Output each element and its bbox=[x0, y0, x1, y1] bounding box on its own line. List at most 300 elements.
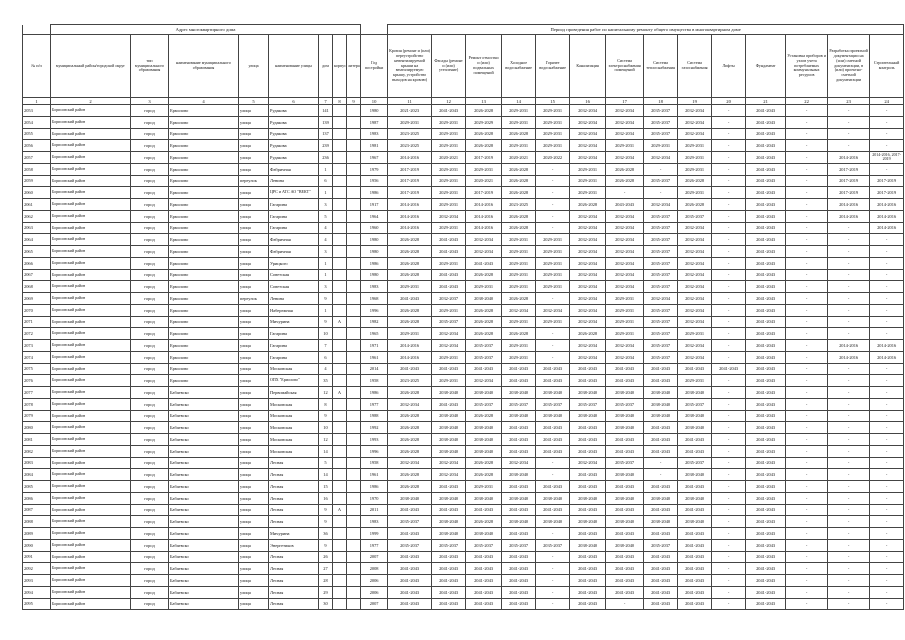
table-cell: 2041-2043 bbox=[746, 398, 786, 410]
table-cell: 7 bbox=[319, 340, 333, 352]
table-cell: - bbox=[786, 563, 828, 575]
table-cell: Ермолово bbox=[169, 105, 239, 117]
table-cell: Борисовский район bbox=[51, 528, 131, 540]
column-header-row bbox=[23, 35, 904, 98]
table-cell: 2032-2034 bbox=[678, 234, 712, 246]
table-cell: 2035-2037 bbox=[466, 340, 502, 352]
table-cell: город bbox=[131, 163, 169, 175]
table-cell: 2026-2028 bbox=[502, 293, 536, 305]
table-cell: 2035-2037 bbox=[644, 105, 678, 117]
table-row bbox=[23, 398, 904, 410]
table-cell: Борисовский район bbox=[51, 187, 131, 199]
table-cell: 28 bbox=[319, 575, 333, 587]
table-cell: 2061 bbox=[23, 199, 51, 211]
table-cell: 1996 bbox=[361, 445, 388, 457]
table-cell: 137 bbox=[319, 128, 333, 140]
table-cell: 2026-2028 bbox=[678, 175, 712, 187]
table-cell: - bbox=[870, 563, 904, 575]
table-cell bbox=[347, 563, 361, 575]
table-cell: 2092 bbox=[23, 563, 51, 575]
table-cell: город bbox=[131, 304, 169, 316]
table-cell bbox=[333, 246, 347, 258]
table-cell: - bbox=[870, 575, 904, 587]
table-cell: Гагарина bbox=[269, 222, 319, 234]
table-cell: 1970 bbox=[361, 492, 388, 504]
table-cell: улица bbox=[239, 340, 269, 352]
table-cell: 2029-2031 bbox=[536, 257, 570, 269]
table-cell: 2041-2043 bbox=[432, 398, 466, 410]
table-cell: - bbox=[712, 434, 746, 446]
table-cell: улица bbox=[239, 504, 269, 516]
table-cell: - bbox=[536, 351, 570, 363]
table-cell: Рудакова bbox=[269, 116, 319, 128]
table-cell: Рудакова bbox=[269, 152, 319, 164]
table-cell: - bbox=[786, 410, 828, 422]
table-cell: 2029-2031 bbox=[502, 234, 536, 246]
table-cell: 2076 bbox=[23, 375, 51, 387]
table-cell: 2041-2043 bbox=[746, 128, 786, 140]
table-cell: 2026-2028 bbox=[388, 410, 432, 422]
column-number: 9 bbox=[347, 98, 361, 105]
table-cell: 2041-2043 bbox=[432, 234, 466, 246]
table-cell: 2095 bbox=[23, 598, 51, 610]
table-cell: 2032-2034 bbox=[606, 152, 644, 164]
table-cell: - bbox=[536, 175, 570, 187]
table-cell: переулок bbox=[239, 175, 269, 187]
table-cell bbox=[347, 422, 361, 434]
column-number: 21 bbox=[746, 98, 786, 105]
table-cell bbox=[333, 481, 347, 493]
table-row bbox=[23, 445, 904, 457]
table-cell: - bbox=[828, 528, 870, 540]
table-cell: 2038-2040 bbox=[466, 293, 502, 305]
table-cell: 2041-2043 bbox=[606, 434, 644, 446]
table-cell: 2032-2034 bbox=[678, 222, 712, 234]
table-cell: 2041-2043 bbox=[746, 105, 786, 117]
table-cell: 2041-2043 bbox=[432, 246, 466, 258]
table-cell: 2035-2037 bbox=[388, 539, 432, 551]
table-cell: 2035-2037 bbox=[432, 316, 466, 328]
table-cell: - bbox=[828, 304, 870, 316]
table-cell bbox=[333, 269, 347, 281]
table-cell: - bbox=[644, 187, 678, 199]
table-cell bbox=[347, 410, 361, 422]
table-cell: - bbox=[828, 445, 870, 457]
table-cell: - bbox=[712, 575, 746, 587]
table-cell: 2058 bbox=[23, 163, 51, 175]
table-cell: - bbox=[712, 398, 746, 410]
table-cell: 239 bbox=[319, 140, 333, 152]
table-cell: улица bbox=[239, 234, 269, 246]
table-cell: - bbox=[712, 163, 746, 175]
table-cell: 2035-2037 bbox=[644, 269, 678, 281]
table-cell: улица bbox=[239, 210, 269, 222]
table-cell: 2041-2043 bbox=[502, 481, 536, 493]
table-cell: 2032-2034 bbox=[570, 257, 606, 269]
table-cell: Ермолово bbox=[169, 222, 239, 234]
table-cell: Ермолово bbox=[169, 269, 239, 281]
table-cell: город bbox=[131, 246, 169, 258]
table-cell: - bbox=[870, 105, 904, 117]
table-cell bbox=[333, 234, 347, 246]
table-cell: 2070 bbox=[23, 304, 51, 316]
table-cell: 2041-2043 bbox=[502, 422, 536, 434]
table-cell: 2041-2043 bbox=[644, 504, 678, 516]
table-cell: - bbox=[536, 551, 570, 563]
table-cell bbox=[347, 598, 361, 610]
table-cell: Борисовский район bbox=[51, 551, 131, 563]
table-cell: 2029-2031 bbox=[536, 105, 570, 117]
table-cell: Первомайская bbox=[269, 387, 319, 399]
table-cell: Борисовский район bbox=[51, 504, 131, 516]
table-cell: 1917 bbox=[361, 199, 388, 211]
table-cell: 2038-2040 bbox=[502, 410, 536, 422]
table-cell bbox=[347, 246, 361, 258]
table-cell bbox=[333, 469, 347, 481]
table-cell: 2032-2034 bbox=[606, 210, 644, 222]
table-cell: 2038-2040 bbox=[432, 516, 466, 528]
table-cell: - bbox=[536, 586, 570, 598]
table-cell: Лесная bbox=[269, 481, 319, 493]
table-cell: Бабаевско bbox=[169, 528, 239, 540]
table-cell bbox=[347, 116, 361, 128]
table-cell: 2029-2031 bbox=[502, 246, 536, 258]
table-cell: Энергетиков bbox=[269, 539, 319, 551]
table-cell: 2035-2037 bbox=[466, 539, 502, 551]
table-cell bbox=[333, 422, 347, 434]
column-number: 10 bbox=[361, 98, 388, 105]
table-cell: 2038-2040 bbox=[388, 492, 432, 504]
table-cell: 2041-2043 bbox=[746, 140, 786, 152]
table-cell: Борисовский район bbox=[51, 387, 131, 399]
table-cell: Московская bbox=[269, 410, 319, 422]
table-cell: улица bbox=[239, 363, 269, 375]
table-cell: 2038-2040 bbox=[570, 387, 606, 399]
table-cell: улица bbox=[239, 257, 269, 269]
table-cell: Борисовский район bbox=[51, 105, 131, 117]
table-cell bbox=[347, 492, 361, 504]
table-cell: 2041-2043 bbox=[606, 375, 644, 387]
table-cell: - bbox=[786, 163, 828, 175]
table-cell: 2029-2031 bbox=[570, 163, 606, 175]
table-row bbox=[23, 422, 904, 434]
table-cell bbox=[333, 175, 347, 187]
table-cell: 2041-2043 bbox=[432, 551, 466, 563]
table-cell: 2032-2034 bbox=[570, 246, 606, 258]
table-cell: Борисовский район bbox=[51, 328, 131, 340]
table-cell: 2029-2031 bbox=[502, 340, 536, 352]
table-cell: 2079 bbox=[23, 410, 51, 422]
table-cell: 2041-2043 bbox=[388, 575, 432, 587]
table-cell: 2041-2043 bbox=[432, 504, 466, 516]
table-cell: Бабаевско bbox=[169, 387, 239, 399]
column-header: Фасады (ремонт и (или) утепление) bbox=[432, 35, 466, 98]
table-cell: 2029-2031 bbox=[536, 128, 570, 140]
table-cell: город bbox=[131, 504, 169, 516]
table-cell: - bbox=[870, 516, 904, 528]
table-cell: 2041-2043 bbox=[388, 586, 432, 598]
table-cell: 2041-2043 bbox=[678, 528, 712, 540]
table-cell: - bbox=[870, 398, 904, 410]
table-cell: 2032-2034 bbox=[388, 457, 432, 469]
table-cell: Бабаевско bbox=[169, 434, 239, 446]
table-cell: 2035-2037 bbox=[644, 281, 678, 293]
table-cell: 2041-2043 bbox=[502, 375, 536, 387]
table-cell: 2041-2043 bbox=[570, 445, 606, 457]
table-cell: 1980 bbox=[361, 269, 388, 281]
table-cell: 2038-2040 bbox=[502, 387, 536, 399]
table-cell: 2038-2040 bbox=[502, 492, 536, 504]
table-cell: 2029-2031 bbox=[570, 187, 606, 199]
table-row bbox=[23, 199, 904, 211]
table-cell: - bbox=[870, 246, 904, 258]
table-cell bbox=[347, 187, 361, 199]
table-cell: 2035-2037 bbox=[644, 304, 678, 316]
table-cell: Борисовский район bbox=[51, 492, 131, 504]
table-cell: Лесная bbox=[269, 598, 319, 610]
table-cell: - bbox=[828, 504, 870, 516]
table-cell: 2026-2028 bbox=[388, 481, 432, 493]
table-cell: 2041-2043 bbox=[644, 551, 678, 563]
table-cell: - bbox=[712, 210, 746, 222]
column-header: № п/п bbox=[23, 35, 51, 98]
table-cell: - bbox=[786, 210, 828, 222]
table-cell bbox=[347, 293, 361, 305]
table-cell: - bbox=[786, 340, 828, 352]
table-cell: Ленина bbox=[269, 175, 319, 187]
table-cell: город bbox=[131, 410, 169, 422]
table-cell: - bbox=[712, 422, 746, 434]
table-row bbox=[23, 375, 904, 387]
table-cell: город bbox=[131, 281, 169, 293]
table-cell bbox=[347, 539, 361, 551]
column-number: 14 bbox=[502, 98, 536, 105]
table-cell: А bbox=[333, 387, 347, 399]
table-cell: 2041-2043 bbox=[536, 445, 570, 457]
table-cell: 2017-2019 bbox=[466, 187, 502, 199]
table-row bbox=[23, 575, 904, 587]
table-cell: 2041-2043 bbox=[570, 504, 606, 516]
table-cell: Борисовский район bbox=[51, 199, 131, 211]
table-cell: 2041-2043 bbox=[746, 586, 786, 598]
table-cell: Борисовский район bbox=[51, 363, 131, 375]
table-cell: 2041-2043 bbox=[502, 575, 536, 587]
table-cell: 2035-2037 bbox=[466, 351, 502, 363]
table-cell: - bbox=[870, 504, 904, 516]
column-header: Фундамент bbox=[746, 35, 786, 98]
table-cell: Ермолово bbox=[169, 328, 239, 340]
table-cell: 2026-2028 bbox=[388, 269, 432, 281]
table-cell: 2038-2040 bbox=[644, 492, 678, 504]
table-cell: 2087 bbox=[23, 504, 51, 516]
table-cell: улица bbox=[239, 269, 269, 281]
table-cell: 2038-2040 bbox=[678, 492, 712, 504]
table-cell: Советская bbox=[269, 281, 319, 293]
table-cell: - bbox=[786, 316, 828, 328]
table-cell bbox=[347, 551, 361, 563]
table-cell: 2089 bbox=[23, 528, 51, 540]
table-cell: Ермолово bbox=[169, 316, 239, 328]
table-cell: ОПХ "Ермолово" bbox=[269, 375, 319, 387]
table-cell: 2041-2043 bbox=[644, 598, 678, 610]
table-cell: - bbox=[786, 328, 828, 340]
table-cell: Лесная bbox=[269, 469, 319, 481]
table-cell: - bbox=[712, 457, 746, 469]
column-header: Горячее водоснабжение bbox=[536, 35, 570, 98]
table-cell bbox=[347, 210, 361, 222]
table-cell: 2023-2025 bbox=[388, 140, 432, 152]
column-header: корпус bbox=[333, 35, 347, 98]
table-cell: 2029-2031 bbox=[606, 304, 644, 316]
column-header: Кровля (ремонт и (или) переустройство невентилируемой крыши на вентилируемую крышу, устройство выходов на кровлю) bbox=[388, 35, 432, 98]
table-cell: улица bbox=[239, 551, 269, 563]
table-cell: 2026-2028 bbox=[388, 445, 432, 457]
table-cell: улица bbox=[239, 563, 269, 575]
table-cell: 2041-2043 bbox=[644, 434, 678, 446]
table-cell: 2038-2040 bbox=[432, 387, 466, 399]
table-cell: 2041-2043 bbox=[746, 387, 786, 399]
table-cell bbox=[347, 504, 361, 516]
group-blank bbox=[361, 25, 388, 35]
table-cell: - bbox=[870, 363, 904, 375]
table-cell: - bbox=[786, 105, 828, 117]
table-cell: 2041-2043 bbox=[746, 410, 786, 422]
table-cell: - bbox=[786, 281, 828, 293]
table-cell: 2038-2040 bbox=[536, 410, 570, 422]
table-cell: - bbox=[536, 210, 570, 222]
table-cell: Лесная bbox=[269, 551, 319, 563]
table-cell: - bbox=[828, 363, 870, 375]
table-cell: Ермолово bbox=[169, 257, 239, 269]
table-cell: Борисовский район bbox=[51, 234, 131, 246]
table-cell: - bbox=[870, 387, 904, 399]
table-cell: 2026-2028 bbox=[502, 163, 536, 175]
table-cell: - bbox=[786, 257, 828, 269]
table-cell: 2041-2043 bbox=[746, 469, 786, 481]
table-cell: 14 bbox=[319, 469, 333, 481]
table-cell: 2014-2016 bbox=[828, 152, 870, 164]
table-cell: улица bbox=[239, 586, 269, 598]
table-cell: - bbox=[828, 434, 870, 446]
table-cell: 2029-2031 bbox=[502, 281, 536, 293]
table-cell: 9 bbox=[319, 504, 333, 516]
table-row bbox=[23, 563, 904, 575]
table-cell: улица bbox=[239, 163, 269, 175]
table-cell bbox=[347, 199, 361, 211]
table-cell: 2029-2031 bbox=[536, 316, 570, 328]
table-cell: 2017-2019 bbox=[870, 175, 904, 187]
table-cell bbox=[333, 163, 347, 175]
table-cell: 2041-2043 bbox=[678, 598, 712, 610]
table-cell: 2041-2043 bbox=[466, 586, 502, 598]
table-cell: - bbox=[786, 375, 828, 387]
table-cell: - bbox=[786, 469, 828, 481]
table-cell: 2041-2043 bbox=[746, 152, 786, 164]
table-cell: город bbox=[131, 434, 169, 446]
table-cell: - bbox=[536, 187, 570, 199]
column-number: 6 bbox=[269, 98, 319, 105]
table-cell: улица bbox=[239, 422, 269, 434]
table-cell: - bbox=[870, 434, 904, 446]
table-cell: 2041-2043 bbox=[644, 528, 678, 540]
table-cell: 2029-2031 bbox=[502, 269, 536, 281]
table-cell: 2035-2037 bbox=[678, 457, 712, 469]
table-cell: - bbox=[870, 304, 904, 316]
table-cell: 2026-2028 bbox=[388, 246, 432, 258]
table-cell: Борисовский район bbox=[51, 481, 131, 493]
table-cell: город bbox=[131, 598, 169, 610]
table-cell: 2026-2028 bbox=[502, 128, 536, 140]
table-cell: - bbox=[536, 528, 570, 540]
table-cell: 2029-2031 bbox=[536, 281, 570, 293]
table-row bbox=[23, 152, 904, 164]
table-cell: 2038-2040 bbox=[606, 492, 644, 504]
table-cell: 2041-2043 bbox=[746, 222, 786, 234]
table-cell: - bbox=[786, 481, 828, 493]
column-header: Установка приборов и узлов учета потребляемых коммунальных ресурсов bbox=[786, 35, 828, 98]
table-cell: 2032-2034 bbox=[678, 128, 712, 140]
table-cell: - bbox=[870, 293, 904, 305]
table-cell bbox=[347, 445, 361, 457]
table-cell: 2026-2028 bbox=[466, 410, 502, 422]
table-cell: 2026-2028 bbox=[606, 163, 644, 175]
table-cell: 2041-2043 bbox=[570, 563, 606, 575]
table-cell: 2041-2043 bbox=[432, 363, 466, 375]
table-cell: 2067 bbox=[23, 269, 51, 281]
table-cell: 2041-2043 bbox=[536, 375, 570, 387]
table-cell: 2093 bbox=[23, 575, 51, 587]
table-cell: 2035-2037 bbox=[644, 210, 678, 222]
table-row bbox=[23, 163, 904, 175]
group-blank bbox=[23, 25, 51, 35]
table-cell: 2014-2016 bbox=[388, 152, 432, 164]
group-header-row bbox=[23, 25, 904, 35]
table-cell: город bbox=[131, 269, 169, 281]
table-cell: 2014-2016 bbox=[870, 351, 904, 363]
column-number: 1 bbox=[23, 98, 51, 105]
table-cell: 2023-2025 bbox=[388, 375, 432, 387]
table-cell: 5 bbox=[319, 210, 333, 222]
table-cell: 2038-2040 bbox=[570, 539, 606, 551]
table-cell: 2029-2031 bbox=[502, 351, 536, 363]
table-cell: - bbox=[712, 116, 746, 128]
table-cell: 2041-2043 bbox=[746, 363, 786, 375]
table-cell: 2041-2043 bbox=[606, 363, 644, 375]
table-cell: 2041-2043 bbox=[746, 328, 786, 340]
table-cell bbox=[333, 375, 347, 387]
table-cell: 2032-2037 bbox=[432, 293, 466, 305]
column-header: Разработка проектной документации на (или) сметной документации, в (или) проектно-сметной документации bbox=[828, 35, 870, 98]
column-number: 8 bbox=[333, 98, 347, 105]
table-cell: 1980 bbox=[361, 246, 388, 258]
table-cell: ЦРС и АТС АО "ВЕКТ" bbox=[269, 187, 319, 199]
table-cell: Набережная bbox=[269, 304, 319, 316]
table-cell: 2014-2016 bbox=[870, 222, 904, 234]
table-cell: - bbox=[786, 528, 828, 540]
table-cell: 2041-2043 bbox=[536, 363, 570, 375]
table-cell: 2041-2043 bbox=[466, 598, 502, 610]
table-cell: 2029-2031 bbox=[536, 246, 570, 258]
table-cell: 2029-2031 bbox=[502, 257, 536, 269]
table-cell: город bbox=[131, 234, 169, 246]
table-cell: 2017-2019 bbox=[828, 163, 870, 175]
table-cell: 2032-2034 bbox=[570, 457, 606, 469]
table-cell: Московская bbox=[269, 445, 319, 457]
table-cell: Ермолово bbox=[169, 351, 239, 363]
table-cell: - bbox=[870, 445, 904, 457]
table-cell: 2032-2034 bbox=[432, 469, 466, 481]
table-cell: 1 bbox=[319, 269, 333, 281]
